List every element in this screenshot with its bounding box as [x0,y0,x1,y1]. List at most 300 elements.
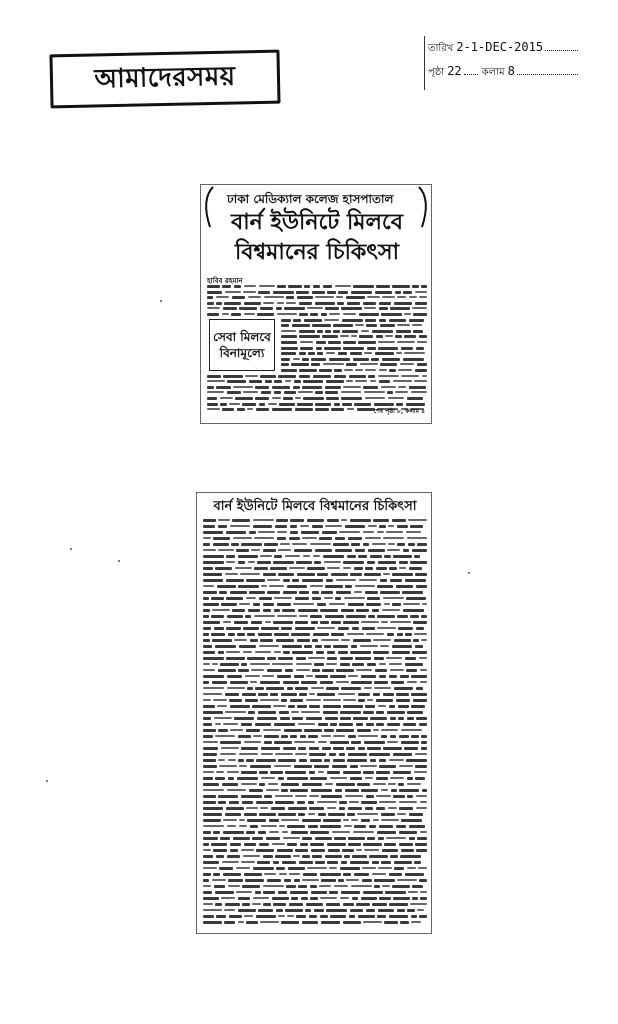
text-line-segment [261,585,267,587]
text-line-segment [300,843,308,846]
text-line-segment [414,771,427,773]
text-line-segment [347,813,355,816]
text-line-segment [378,375,399,377]
text-line-segment [343,313,356,315]
text-line-segment [263,729,281,731]
text-line-segment [218,525,227,528]
text-line-segment [420,801,427,803]
text-line-segment [218,795,238,798]
text-line-segment [277,313,297,315]
text-line-segment [299,759,307,762]
text-line-segment [363,302,376,305]
text-line-segment [417,543,427,546]
text-line-segment [376,777,388,780]
text-line-segment [356,609,369,612]
news-clipping-front [200,184,432,424]
stamp-dotted-rule [464,65,478,75]
text-line-segment [328,341,341,344]
text-line-segment [274,380,282,383]
text-line-segment [398,369,412,371]
text-line-segment [331,408,344,411]
text-line-segment [299,369,317,372]
text-line-segment [290,891,308,894]
text-line-segment [215,735,235,737]
text-line-segment [350,573,362,576]
text-line-segment [256,915,276,918]
text-line-segment [405,633,412,636]
text-line-segment [397,909,405,912]
text-line-segment [359,313,379,316]
text-line-segment [212,879,226,881]
text-line-segment [308,352,315,355]
text-line-segment [292,543,307,545]
text-line-segment [384,603,390,605]
text-line-segment [321,591,333,594]
text-line-segment [388,807,397,809]
text-line-segment [411,705,425,708]
text-line-segment [256,759,276,762]
text-line-segment [410,561,427,564]
text-line-segment [281,693,297,696]
text-line-segment [286,885,296,888]
text-line-segment [326,663,337,665]
text-line-segment [203,699,211,701]
text-line-segment [238,921,244,923]
text-line-segment [290,519,304,522]
text-line-segment [263,302,274,304]
text-line-segment [247,633,255,636]
text-line-segment [336,681,349,683]
text-line-segment [420,669,427,671]
text-line-segment [315,408,329,411]
text-line-segment [327,291,336,294]
text-line-segment [260,681,280,684]
clipping-byline: হাবিব রহমান [207,277,243,285]
text-line-segment [339,753,345,756]
text-line-segment [290,699,303,702]
text-line-segment [207,403,218,406]
text-line-segment [351,543,360,546]
text-line-segment [327,519,339,522]
text-line-segment [303,555,310,557]
text-line-segment [381,313,402,316]
text-line-segment [422,375,427,377]
text-line-segment [302,579,323,582]
text-line-segment [203,789,224,791]
text-line-segment [373,729,379,731]
text-line-segment [243,855,260,857]
text-line-segment [419,296,427,298]
text-line-segment [220,397,233,399]
text-line-segment [399,561,408,564]
text-line-segment [379,525,386,528]
text-line-segment [311,891,327,894]
text-line-segment [415,645,423,648]
text-line-segment [351,741,361,744]
text-line-segment [376,711,384,714]
text-line-segment [212,663,218,665]
text-line-segment [203,543,210,546]
text-line-segment [214,627,224,630]
text-line-segment [417,341,427,343]
text-line-segment [350,519,371,522]
text-line-segment [356,849,362,851]
text-line-segment [271,807,285,810]
text-line-segment [302,386,322,389]
text-line-segment [393,897,410,900]
text-line-segment [336,783,355,786]
text-line-segment [396,699,410,702]
text-line-segment [311,358,326,361]
text-line-segment [237,777,258,780]
text-line-segment [314,765,329,768]
text-line-segment [383,537,404,539]
text-line-segment [254,537,274,539]
text-line-segment [315,837,332,840]
text-line-segment [350,651,371,654]
text-line-segment [407,717,414,720]
text-line-segment [273,291,294,294]
text-line-segment [295,397,301,399]
text-line-segment [393,753,412,756]
text-line-segment [281,735,288,738]
text-line-segment [393,555,412,558]
text-line-segment [281,627,292,630]
text-line-segment [295,687,308,690]
text-line-segment [223,723,238,725]
text-line-segment [227,615,243,618]
text-line-segment [348,843,361,846]
text-line-segment [278,549,291,551]
text-line-segment [409,825,425,828]
text-line-segment [203,687,224,689]
text-line-segment [263,903,271,906]
text-line-segment [247,687,253,690]
text-line-segment [367,597,380,600]
text-line-segment [299,302,312,305]
text-line-segment [203,651,215,654]
text-line-segment [306,699,321,701]
text-line-segment [213,831,220,834]
text-line-segment [297,639,310,642]
text-line-segment [367,663,376,666]
text-line-segment [327,657,337,660]
text-line-segment [228,879,243,882]
text-line-segment [244,843,256,846]
text-line-segment [230,729,243,731]
text-line-segment [399,735,409,738]
text-line-segment [242,903,250,906]
text-line-segment [278,891,287,894]
text-line-segment [216,302,222,305]
text-line-segment [315,391,323,394]
text-line-segment [338,879,344,882]
text-line-segment [235,567,252,569]
text-line-segment [287,777,308,780]
text-line-segment [279,711,289,714]
text-line-segment [413,621,427,624]
text-line-segment [372,330,393,333]
text-line-segment [283,579,290,582]
text-line-segment [226,627,241,630]
text-line-segment [399,807,413,810]
text-line-segment [230,525,250,527]
text-line-segment [348,537,362,540]
text-line-segment [278,657,293,660]
text-line-segment [397,879,417,881]
text-line-segment [203,873,211,876]
text-line-segment [234,717,254,720]
text-line-segment [203,771,214,773]
text-line-segment [283,681,299,684]
text-line-segment [230,843,241,846]
text-line-segment [281,352,296,355]
text-line-segment [341,861,347,864]
text-line-segment [412,324,422,326]
text-line-segment [245,615,251,618]
text-line-segment [373,651,389,654]
text-line-segment [207,296,213,299]
text-line-segment [349,801,359,803]
text-line-segment [233,537,252,539]
text-line-segment [379,663,386,665]
text-line-segment [228,633,235,636]
text-line-segment [355,324,364,326]
text-line-segment [242,403,256,406]
text-line-segment [236,549,249,552]
text-line-segment [371,358,379,361]
text-line-segment [229,915,242,918]
text-line-segment [252,837,263,840]
text-line-segment [320,897,337,899]
text-line-segment [218,669,236,672]
text-line-segment [244,873,262,876]
text-line-segment [379,825,393,828]
text-line-segment [238,759,244,762]
text-line-segment [373,693,380,696]
text-line-segment [232,609,245,612]
text-line-segment [287,825,305,828]
text-line-segment [326,352,335,354]
text-line-segment [343,699,356,701]
text-line-segment [253,897,269,899]
text-line-segment [260,807,268,809]
text-line-segment [226,657,245,660]
text-line-segment [315,296,334,298]
text-line-segment [325,525,342,527]
text-line-segment [229,403,240,405]
text-line-segment [412,885,423,888]
text-line-segment [203,597,209,600]
text-line-segment [413,313,427,316]
text-line-segment [241,663,247,666]
text-line-segment [249,591,265,594]
text-line-segment [219,765,237,767]
text-line-segment [329,753,336,756]
stamp-date-value: 2-1-DEC-2015 [456,40,544,54]
text-line-segment [346,296,365,299]
text-line-segment [392,885,410,888]
text-line-segment [299,335,320,338]
text-line-segment [407,909,415,912]
text-line-segment [372,609,379,612]
text-line-segment [295,597,309,600]
text-line-segment [295,795,307,797]
text-line-segment [203,783,219,786]
text-line-segment [351,645,357,648]
text-line-segment [389,915,408,918]
text-line-segment [407,783,421,785]
text-line-segment [409,567,422,570]
text-line-segment [246,831,255,834]
text-line-segment [341,397,362,400]
text-line-segment [320,915,328,918]
text-line-segment [386,837,406,839]
text-line-segment [246,807,258,809]
text-line-segment [422,789,427,792]
text-line-segment [317,627,335,629]
text-line-segment [348,807,362,810]
text-line-segment [298,609,318,612]
text-line-segment [273,903,286,906]
text-line-segment [331,633,344,636]
text-line-segment [322,747,331,750]
text-line-segment [335,597,341,600]
text-line-segment [399,801,417,803]
text-line-segment [413,639,419,642]
text-line-segment [299,330,315,333]
text-line-segment [309,747,319,750]
text-line-segment [239,645,256,648]
text-line-segment [355,369,363,371]
text-line-segment [363,531,374,533]
text-line-segment [293,603,314,605]
text-line-segment [261,747,280,750]
text-line-segment [351,681,372,684]
text-line-segment [299,375,310,378]
text-line-segment [203,747,218,750]
text-line-segment [245,879,264,882]
text-line-segment [372,861,379,864]
text-line-segment [287,915,294,917]
text-line-segment [313,633,329,636]
text-line-segment [207,313,219,316]
text-line-segment [379,369,387,371]
text-line-segment [215,903,222,906]
text-line-segment [397,296,406,298]
text-line-segment [222,313,229,315]
text-line-segment [412,651,427,654]
text-line-segment [280,717,290,720]
text-line-segment [307,867,327,869]
text-line-segment [295,408,313,411]
text-line-segment [415,753,427,755]
text-line-segment [263,549,276,552]
text-line-segment [310,615,322,618]
text-line-segment [277,603,291,606]
text-line-segment [383,597,404,599]
text-line-segment [222,285,231,288]
text-line-segment [306,903,323,906]
text-line-segment [394,302,412,305]
text-line-segment [334,885,348,887]
text-line-segment [278,759,296,762]
text-line-segment [406,597,426,600]
text-line-segment [297,801,305,804]
text-line-segment [238,897,250,900]
text-line-segment [255,386,269,389]
text-line-segment [253,867,274,870]
text-line-segment [255,397,269,400]
newspaper-masthead [49,50,280,109]
text-line-segment [203,819,221,822]
text-line-segment [367,747,381,750]
text-line-segment [289,873,300,875]
text-line-segment [394,687,413,690]
text-line-segment [344,597,365,599]
text-line-segment [374,657,384,660]
text-line-segment [393,771,411,774]
text-line-segment [319,369,332,372]
text-line-segment [368,549,385,552]
text-line-segment [232,296,245,299]
text-line-segment [285,669,293,672]
text-line-segment [324,759,330,762]
text-line-segment [226,651,240,653]
text-line-segment [347,302,360,305]
text-line-segment [389,903,408,906]
text-line-segment [235,397,253,400]
text-line-segment [403,723,416,726]
text-line-segment [300,347,313,350]
text-line-segment [394,861,412,864]
text-line-segment [292,324,310,327]
text-line-segment [353,358,369,361]
text-line-segment [415,843,427,846]
text-line-segment [315,675,328,678]
text-line-segment [329,891,338,894]
text-line-segment [324,729,334,732]
text-line-segment [324,597,333,599]
text-line-segment [389,663,402,665]
text-line-segment [278,375,296,378]
text-line-segment [374,885,380,888]
text-line-segment [325,585,343,588]
stamp-page-label: পৃষ্ঠা [428,67,445,78]
text-line-segment [291,897,298,900]
text-line-segment [267,591,280,594]
text-line-segment [281,319,291,322]
text-line-segment [339,723,353,726]
text-line-segment [302,879,319,881]
text-line-segment [398,717,404,720]
text-line-segment [350,909,363,912]
text-line-segment [373,783,386,785]
text-line-segment [380,324,395,327]
text-line-segment [266,789,279,791]
text-line-segment [419,915,427,918]
text-line-segment [379,302,391,305]
text-line-segment [281,921,299,924]
text-line-segment [282,609,295,612]
text-line-segment [365,537,381,539]
stamp-column-value: 8 [507,64,515,78]
text-line-segment [383,573,390,575]
text-line-segment [365,319,376,322]
text-line-segment [263,609,271,612]
text-line-segment [258,633,272,636]
text-line-segment [281,783,299,786]
